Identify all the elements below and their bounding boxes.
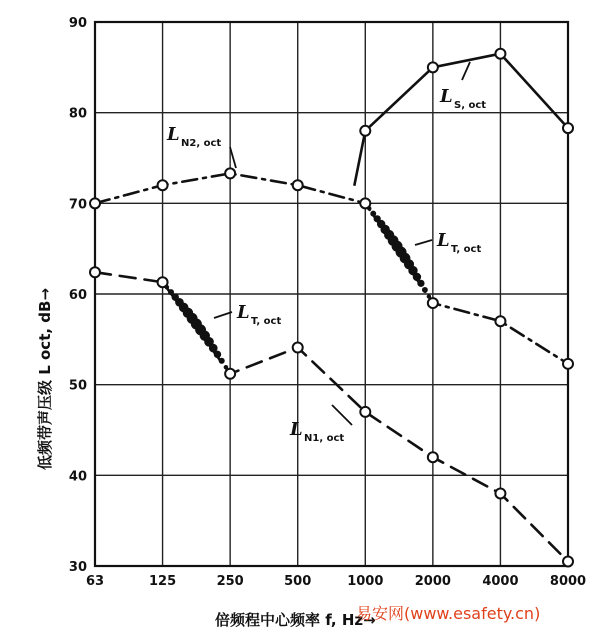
dotted-mark — [214, 351, 221, 358]
y-tick-label: 70 — [68, 197, 87, 213]
x-tick-label: 4000 — [482, 574, 519, 589]
series-line-lead — [354, 131, 365, 186]
y-axis-title: 低频带声压级 L oct, dB→ — [36, 287, 54, 470]
data-point — [225, 369, 235, 379]
watermark: 易安网(www.esafety.cn) — [356, 604, 541, 623]
x-tick-label: 125 — [149, 574, 177, 589]
dotted-mark — [417, 280, 424, 287]
x-tick-label: 63 — [85, 574, 105, 589]
y-tick-label: 30 — [68, 560, 87, 575]
series-label-sub: T, oct — [251, 316, 282, 327]
x-tick-label: 2000 — [414, 574, 451, 589]
series-label — [166, 124, 236, 168]
series-label-main: L — [167, 124, 180, 145]
data-point — [428, 452, 438, 462]
series-label-main: L — [440, 86, 453, 107]
data-point — [293, 342, 303, 352]
series-label — [439, 62, 486, 111]
dotted-mark — [370, 211, 376, 217]
label-leader — [462, 62, 470, 80]
data-point — [293, 180, 303, 190]
label-leader — [415, 240, 432, 245]
series-label — [415, 230, 481, 255]
data-point — [428, 298, 438, 308]
data-point — [495, 49, 505, 59]
series-label — [214, 302, 281, 327]
x-tick-label: 8000 — [549, 574, 587, 589]
series-line — [95, 173, 568, 363]
y-tick-label: 60 — [68, 288, 87, 303]
data-point — [158, 180, 168, 190]
data-point — [90, 198, 100, 208]
dotted-mark — [413, 273, 421, 281]
data-point — [563, 359, 573, 369]
series-label-main: L — [437, 230, 450, 251]
series-labels — [166, 62, 486, 444]
data-point — [225, 168, 235, 178]
data-point — [360, 198, 370, 208]
y-tick-label: 90 — [68, 16, 87, 31]
series-line — [365, 54, 568, 131]
data-point — [563, 556, 573, 566]
label-leader — [332, 405, 352, 425]
series-label-sub: N2, oct — [181, 138, 222, 149]
series-lines — [95, 54, 568, 562]
y-tick-label: 50 — [68, 378, 87, 394]
y-tick-label: 40 — [68, 469, 87, 485]
series-label-sub: S, oct — [454, 100, 487, 111]
y-tick-labels — [69, 16, 87, 575]
series-label — [289, 405, 352, 444]
data-point — [360, 407, 370, 417]
data-point — [158, 277, 168, 287]
series-label-main: L — [237, 302, 250, 323]
data-point — [428, 62, 438, 72]
chart-grid — [95, 22, 568, 566]
x-tick-label: 1000 — [347, 574, 384, 589]
x-tick-labels — [86, 574, 586, 589]
data-point — [495, 488, 505, 498]
label-leader — [214, 312, 232, 318]
label-leader — [230, 147, 236, 168]
data-point — [563, 123, 573, 133]
dotted-mark — [422, 287, 428, 293]
series-label-sub: T, oct — [451, 244, 482, 255]
data-point — [90, 267, 100, 277]
series-label-main: L — [290, 419, 303, 440]
series-line — [95, 272, 568, 561]
x-tick-label: 250 — [216, 574, 244, 589]
x-tick-label: 500 — [284, 574, 312, 589]
data-point — [495, 316, 505, 326]
series-label-sub: N1, oct — [304, 433, 345, 444]
dotted-mark — [219, 358, 225, 364]
data-point — [360, 126, 370, 136]
x-axis-title: 倍频程中心频率 f, Hz→ — [215, 611, 376, 629]
y-tick-label: 80 — [68, 106, 87, 122]
